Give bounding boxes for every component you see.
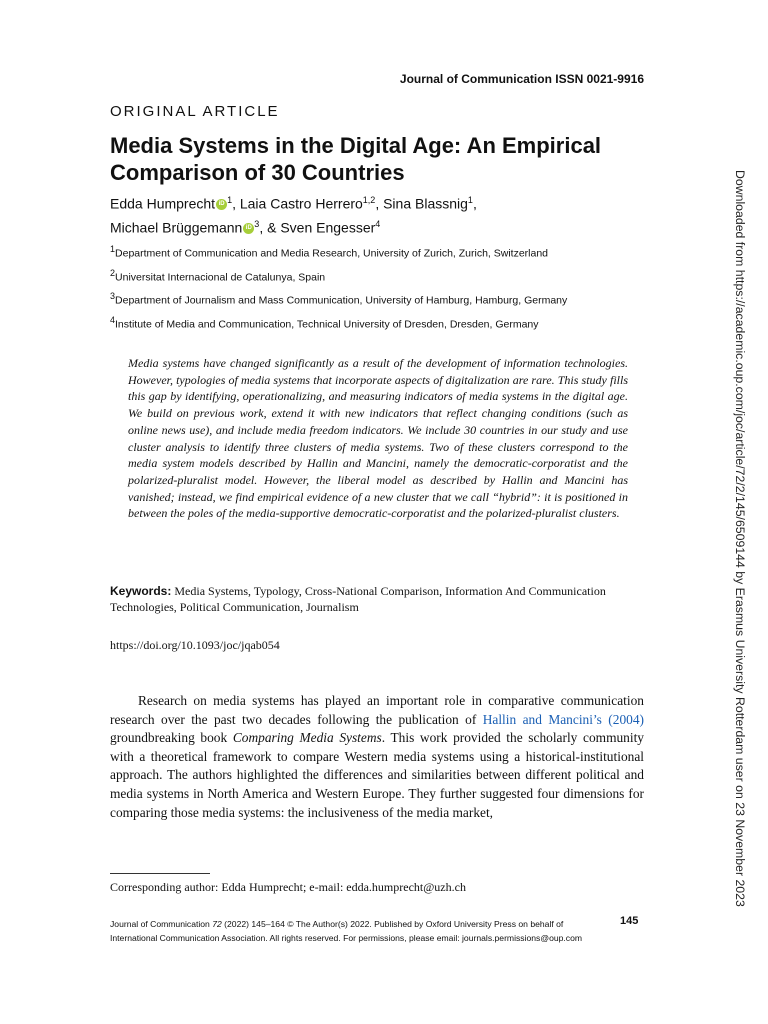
affiliation-text: Universitat Internacional de Catalunya, Spain [115, 271, 326, 283]
author-name[interactable]: Edda Humprecht [110, 195, 216, 212]
keywords-text: Media Systems, Typology, Cross-National Comparison, Information And Communication Technologies, Political Communication, Journalism [110, 584, 606, 614]
corresponding-author-footnote: Corresponding author: Edda Humprecht; e-mail: edda.humprecht@uzh.ch [110, 880, 466, 894]
keywords [110, 583, 630, 615]
affiliation-list [110, 240, 650, 334]
affiliation-item [110, 311, 650, 335]
footer-volume: 72 [212, 919, 222, 929]
author-name[interactable]: Michael Brüggemann [110, 219, 243, 236]
affiliation-item [110, 287, 650, 311]
author-list [110, 190, 630, 237]
affiliation-item [110, 264, 650, 288]
author-name[interactable]: Laia Castro Herrero [239, 195, 363, 212]
author-affiliation-sup: 4 [375, 218, 381, 229]
affiliation-text: Department of Communication and Media Research, University of Zurich, Zurich, Switzerland [115, 247, 549, 260]
affiliation-number: 4 [110, 314, 116, 325]
author-separator: , [472, 195, 477, 212]
citation-link[interactable]: Hallin and Mancini’s (2004) [482, 711, 644, 727]
page-number: 145 [620, 915, 639, 927]
author-affiliation-sup: 1 [227, 195, 233, 205]
affiliation-number: 1 [110, 244, 116, 254]
body-text-segment: . This work provided the scholarly community with a theoretical framework to compare Western media systems using a historical-institutional approach. The authors highlighted the differences and similarities between different political and media systems in North America and Western Europe. They further suggested four dimensions for comparing those media systems: the inclusiveness of the media market, [110, 730, 645, 820]
body-text-segment: Research on media systems has played an important role in comparative communication research over the past two decades following the publication of [110, 693, 644, 727]
footer-citation-prefix: Journal of Communication [110, 919, 213, 929]
affiliation-text: Institute of Media and Communication, Technical University of Dresden, Dresden, Germany [115, 318, 539, 330]
author-name[interactable]: Sina Blassnig [383, 195, 468, 212]
affiliation-number: 2 [110, 267, 116, 278]
orcid-icon[interactable]: iD [243, 223, 254, 234]
author-affiliation-sup: 1,2 [362, 195, 376, 205]
affiliation-text: Department of Journalism and Mass Communication, University of Hamburg, Hamburg, Germany [115, 294, 568, 307]
author-name[interactable]: Sven Engesser [280, 219, 376, 236]
book-title: Comparing Media Systems [232, 730, 382, 746]
article-type-label: ORIGINAL ARTICLE [110, 103, 280, 120]
body-paragraph [110, 692, 644, 822]
download-watermark: Downloaded from https://academic.oup.com/joc/article/72/2/145/6509144 by Erasmus University Rotterdam user on 23 November 2023 [733, 170, 747, 907]
journal-header: Journal of Communication ISSN 0021-9916 [399, 72, 644, 86]
page-footer [110, 917, 600, 945]
article-title: Media Systems in the Digital Age: An Empirical Comparison of 30 Countries [110, 133, 602, 185]
author-affiliation-sup: 1 [467, 195, 473, 205]
body-text-segment: groundbreaking book [110, 730, 233, 746]
affiliation-number: 3 [110, 291, 116, 301]
author-separator: , [375, 195, 384, 212]
keywords-label: Keywords: [110, 584, 172, 598]
footnote-divider [110, 873, 210, 874]
author-separator: , & [259, 219, 281, 236]
affiliation-item [110, 240, 650, 264]
doi-link[interactable]: https://doi.org/10.1093/joc/jqab054 [110, 638, 280, 652]
author-affiliation-sup: 3 [254, 218, 260, 229]
footer-citation-rest: (2022) 145–164 © The Author(s) 2022. Published by Oxford University Press on behalf of International Communication Association. All rights reserved. For permissions, please email: journals.permissions@oup.com [110, 919, 583, 943]
orcid-icon[interactable]: iD [216, 199, 227, 210]
author-separator: , [232, 195, 240, 212]
abstract: Media systems have changed significantly as a result of the development of information technologies. However, typologies of media systems that incorporate aspects of digitalization are rare. This study fills this gap by identifying, operationalizing, and measuring indicators of media systems in the digital age. We build on previous work, extend it with new indicators that reflect changing conditions (such as online news use), and include media freedom indicators. We include 30 countries in our study and use cluster analysis to identify three clusters of media systems. Two of these clusters correspond to the media system models described by Hallin and Mancini, namely the democratic-corporatist and the polarized-pluralist model. However, the liberal model as described by Hallin and Mancini has vanished; instead, we find empirical evidence of a new cluster that we call “hybrid”: it is positioned in between the poles of the media-supportive democratic-corporatist and the polarized-pluralist clusters. [128, 356, 628, 521]
